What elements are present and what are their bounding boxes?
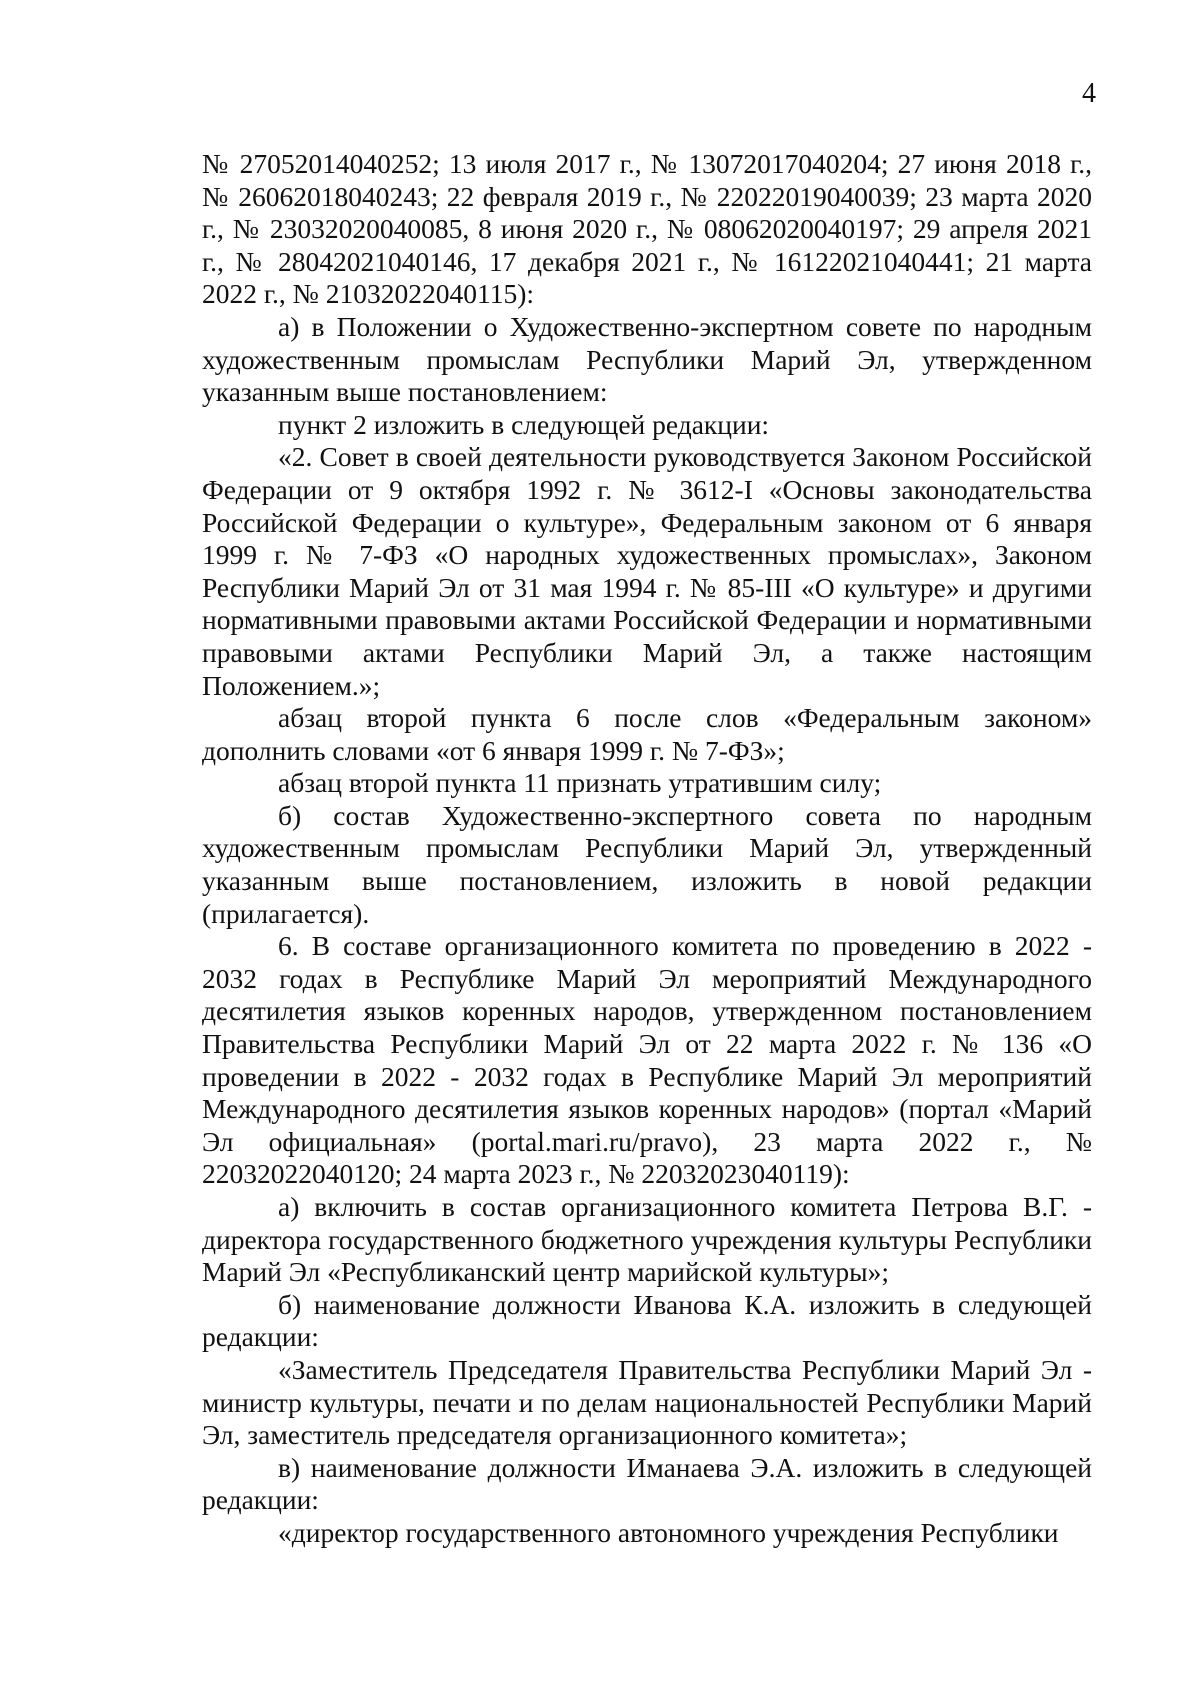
- paragraph-item-b-council-composition: б) состав Художественно-экспертного совета по народным художественным промыслам Республики Марий Эл, утвержденный указанным выше постановлением, изложить в новой редакции (прилагается).: [202, 799, 1092, 929]
- paragraph-point-2-intro: пункт 2 изложить в следующей редакции:: [278, 408, 770, 440]
- paragraph-item-a-council-regulation: а) в Положении о Художественно-экспертном совете по народным художественным промыслам Республики Марий Эл, утвержденном указанным выше постановлением:: [202, 310, 1092, 408]
- paragraph-item-6-organizing-committee: 6. В составе организационного комитета по проведению в 2022 - 2032 годах в Республике Марий Эл мероприятий Международного десятилетия языков коренных народов, утвержденном постановлением Правительства Республики Марий Эл от 22 марта 2022 г. № 136 «О проведении в 2022 - 2032 годах в Республике Марий Эл мероприятий Международного десятилетия языков коренных народов» (портал «Марий Эл официальная» (portal.mari.ru/pravo), 23 марта 2022 г., № 22032022040120; 24 марта 2023 г., № 22032023040119):: [202, 930, 1092, 1190]
- page-number: 4: [1082, 78, 1096, 109]
- paragraph-point-6-amendment: абзац второй пункта 6 после слов «Федеральным законом» дополнить словами «от 6 января 1999 г. № 7-ФЗ»;: [202, 702, 1092, 766]
- paragraph-point-2-text: «2. Совет в своей деятельности руководствуется Законом Российской Федерации от 9 октября 1992 г. № 3612-I «Основы законодательства Российской Федерации о культуре», Федеральным законом от 6 января 1999 г. № 7-ФЗ «О народных художественных промыслах», Законом Республики Марий Эл от 31 мая 1994 г. № 85-III «О культуре» и другими нормативными правовыми актами Российской Федерации и нормативными правовыми актами Республики Марий Эл, а также настоящим Положением.»;: [202, 441, 1092, 701]
- document-body: [202, 148, 1092, 1550]
- paragraph-item-6b-ivanov-new-title: «Заместитель Председателя Правительства Республики Марий Эл - министр культуры, печати и по делам национальностей Республики Марий Эл, заместитель председателя организационного комитета»;: [202, 1353, 1092, 1451]
- paragraph-point-11-repeal: абзац второй пункта 11 признать утратившим силу;: [278, 767, 882, 799]
- paragraph-item-6a-include-petrov: а) включить в состав организационного комитета Петрова В.Г. - директора государственного бюджетного учреждения культуры Республики Марий Эл «Республиканский центр марийской культуры»;: [202, 1191, 1092, 1288]
- paragraph-registration-continuation: № 27052014040252; 13 июля 2017 г., № 13072017040204; 27 июня 2018 г., № 26062018040243; 22 февраля 2019 г., № 22022019040039; 23 марта 2020 г., № 23032020040085, 8 июня 2020 г., № 08062020040197; 29 апреля 2021 г., № 28042021040146, 17 декабря 2021 г., № 16122021040441; 21 марта 2022 г., № 21032022040115):: [202, 148, 1092, 310]
- paragraph-item-6b-ivanov-title: б) наименование должности Иванова К.А. изложить в следующей редакции:: [202, 1288, 1092, 1353]
- paragraph-item-6v-imanaev-new-title: «директор государственного автономного учреждения Республики: [278, 1516, 1059, 1548]
- paragraph-item-6v-imanaev-title: в) наименование должности Иманаева Э.А. изложить в следующей редакции:: [202, 1451, 1092, 1516]
